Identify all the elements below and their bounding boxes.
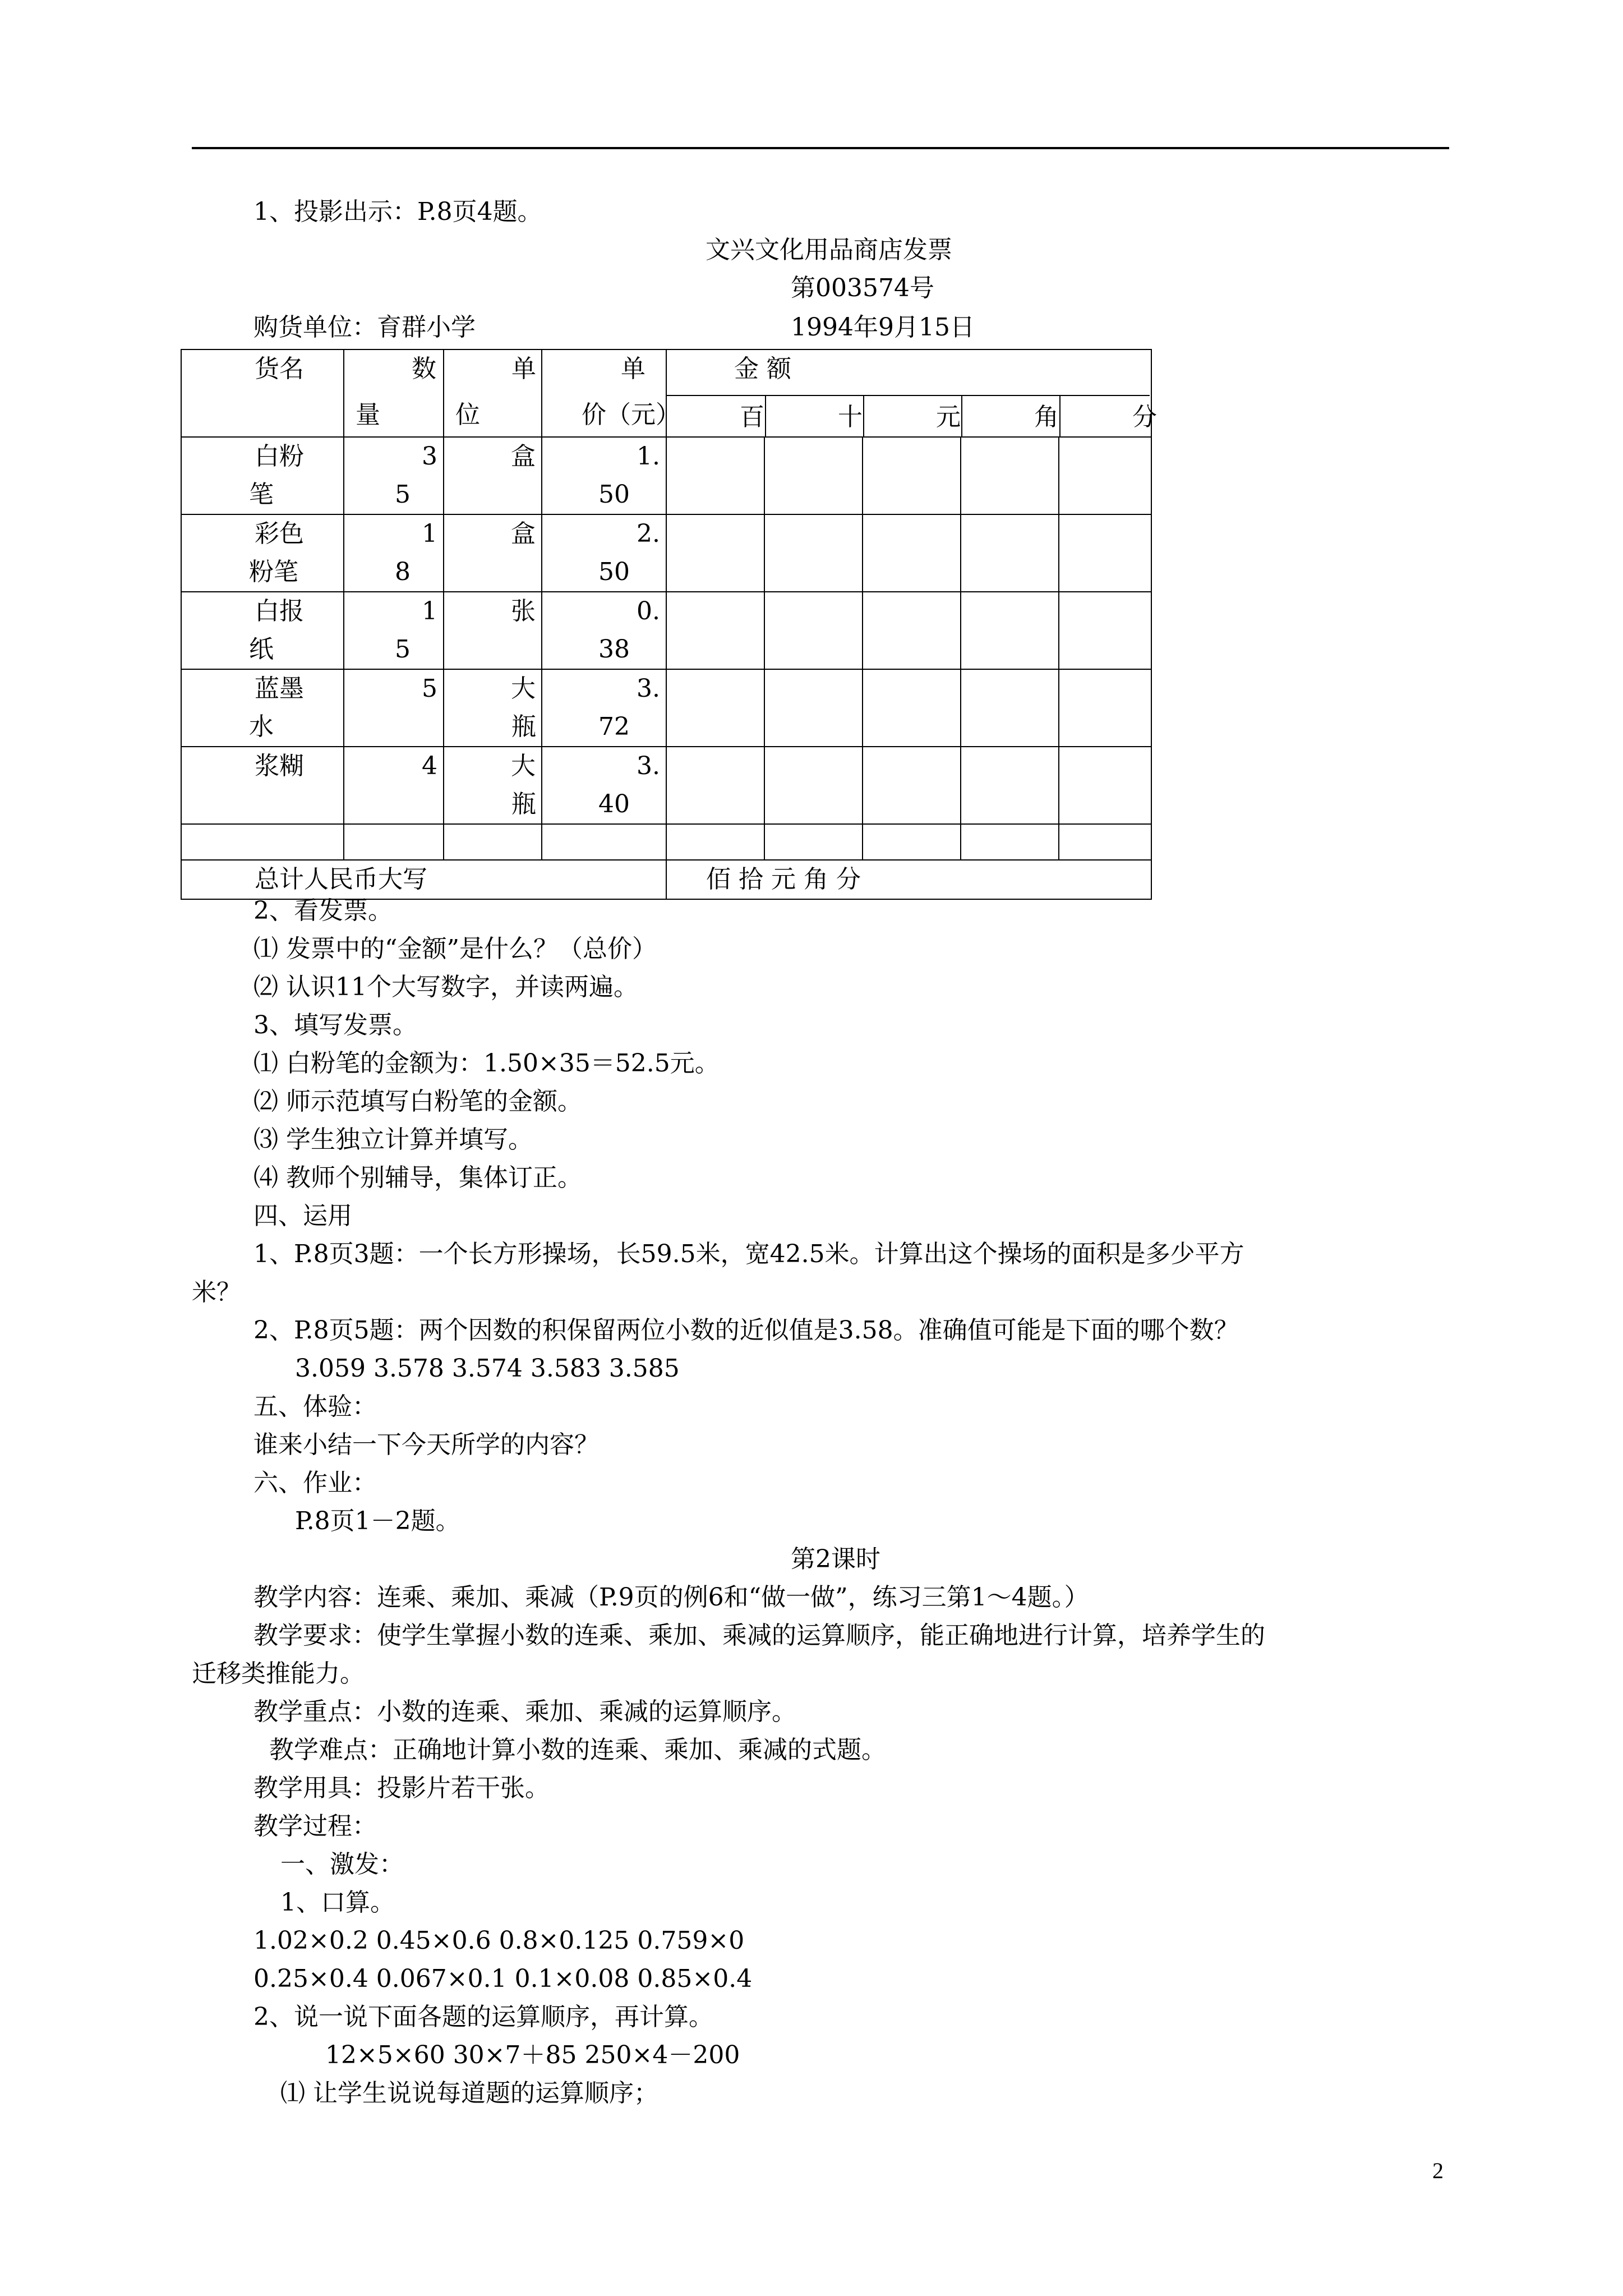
item-name: 彩色 粉笔 <box>181 514 344 592</box>
table-row-empty <box>181 824 1151 860</box>
item-unit: 大 瓶 <box>444 747 542 824</box>
item-unit: 大 瓶 <box>444 669 542 747</box>
invoice-date: 1994年9月15日 <box>791 313 975 342</box>
text-line: ⑷ 教师个别辅导，集体订正。 <box>253 1163 582 1192</box>
table-row <box>181 437 1151 514</box>
table-row <box>181 669 1151 747</box>
text-line: 3、填写发票。 <box>253 1011 417 1039</box>
text-line: ⑴ 让学生说说每道题的运算顺序； <box>280 2079 658 2108</box>
item-qty: 4 <box>344 747 444 824</box>
col-qty-header: 数 量 <box>344 349 444 437</box>
col-name-header: 货名 <box>181 349 344 437</box>
text-line: 3.059 3.578 3.574 3.583 3.585 <box>295 1354 680 1383</box>
text-line: 教学内容：连乘、乘加、乘减（P.9页的例6和“做一做”，练习三第1～4题。） <box>253 1583 1089 1612</box>
text-line: 2、看发票。 <box>253 896 393 925</box>
invoice-title: 文兴文化用品商店发票 <box>706 236 952 264</box>
item-price: 3. 40 <box>542 747 666 824</box>
text-line: P.8页1－2题。 <box>295 1507 460 1535</box>
invoice-table <box>181 349 1157 900</box>
table-row <box>181 514 1151 592</box>
table-row <box>181 592 1151 669</box>
text-line: ⑵ 师示范填写白粉笔的金额。 <box>253 1087 582 1116</box>
text-line: ⑴ 发票中的“金额”是什么？（总价） <box>253 935 657 963</box>
item-price: 2. 50 <box>542 514 666 592</box>
item-price: 3. 72 <box>542 669 666 747</box>
text-line: 谁来小结一下今天所学的内容？ <box>253 1430 599 1459</box>
text-line: 1.02×0.2 0.45×0.6 0.8×0.125 0.759×0 <box>253 1926 745 1955</box>
item-price: 0. 38 <box>542 592 666 669</box>
item-qty: 1 8 <box>344 514 444 592</box>
text-line: ⑶ 学生独立计算并填写。 <box>253 1125 533 1154</box>
item-unit: 盒 <box>444 514 542 592</box>
text-line: 教学用具：投影片若干张。 <box>253 1774 550 1802</box>
text-line: 教学重点：小数的连乘、乘加、乘减的运算顺序。 <box>253 1697 796 1726</box>
text-line: ⑵ 认识11个大写数字，并读两遍。 <box>253 973 638 1001</box>
text-line: 1、投影出示：P.8页4题。 <box>253 197 542 226</box>
text-line: 教学过程： <box>253 1812 377 1841</box>
item-qty: 3 5 <box>344 437 444 514</box>
col-amount-header: 金 额 百 十 元 角 分 <box>666 349 1151 437</box>
text-line: ⑴ 白粉笔的金额为：1.50×35＝52.5元。 <box>253 1049 720 1078</box>
text-line: 教学要求：使学生掌握小数的连乘、乘加、乘减的运算顺序，能正确地进行计算，培养学生的 <box>253 1621 1265 1650</box>
header-rule <box>192 147 1449 149</box>
item-unit: 盒 <box>444 437 542 514</box>
col-price-header: 单 价（元） <box>542 349 666 437</box>
invoice-buyer: 购货单位：育群小学 <box>253 313 476 342</box>
lesson-title: 第2课时 <box>791 1545 880 1573</box>
col-unit-header: 单 位 <box>444 349 542 437</box>
item-name: 白粉 笔 <box>181 437 344 514</box>
page-number: 2 <box>1432 2158 1444 2183</box>
total-units: 佰 拾 元 角 分 <box>666 860 1151 899</box>
text-line: 1、口算。 <box>280 1888 395 1917</box>
total-label: 总计人民币大写 <box>181 860 666 899</box>
text-line: 0.25×0.4 0.067×0.1 0.1×0.08 0.85×0.4 <box>253 1964 753 1993</box>
section-heading: 四、运用 <box>253 1202 352 1230</box>
text-line: 1、P.8页3题：一个长方形操场，长59.5米，宽42.5米。计算出这个操场的面积是多少平方 <box>253 1240 1244 1268</box>
invoice-total-row <box>181 860 1151 899</box>
invoice-header-row <box>181 349 1151 437</box>
text-line: 迁移类推能力。 <box>192 1659 365 1688</box>
item-unit: 张 <box>444 592 542 669</box>
text-line: 2、说一说下面各题的运算顺序，再计算。 <box>253 2003 713 2031</box>
section-heading: 一、激发： <box>280 1850 404 1879</box>
text-line: 2、P.8页5题：两个因数的积保留两位小数的近似值是3.58。准确值可能是下面的哪个数？ <box>253 1316 1239 1345</box>
item-name: 蓝墨 水 <box>181 669 344 747</box>
invoice-number: 第003574号 <box>791 274 934 302</box>
item-price: 1. 50 <box>542 437 666 514</box>
item-qty: 5 <box>344 669 444 747</box>
section-heading: 五、体验： <box>253 1392 377 1421</box>
item-name: 浆糊 <box>181 747 344 824</box>
text-line: 米？ <box>192 1278 241 1306</box>
table-row <box>181 747 1151 824</box>
text-line: 12×5×60 30×7＋85 250×4－200 <box>325 2041 740 2069</box>
item-qty: 1 5 <box>344 592 444 669</box>
item-name: 白报 纸 <box>181 592 344 669</box>
text-line: 教学难点：正确地计算小数的连乘、乘加、乘减的式题。 <box>269 1736 886 1764</box>
section-heading: 六、作业： <box>253 1469 377 1497</box>
